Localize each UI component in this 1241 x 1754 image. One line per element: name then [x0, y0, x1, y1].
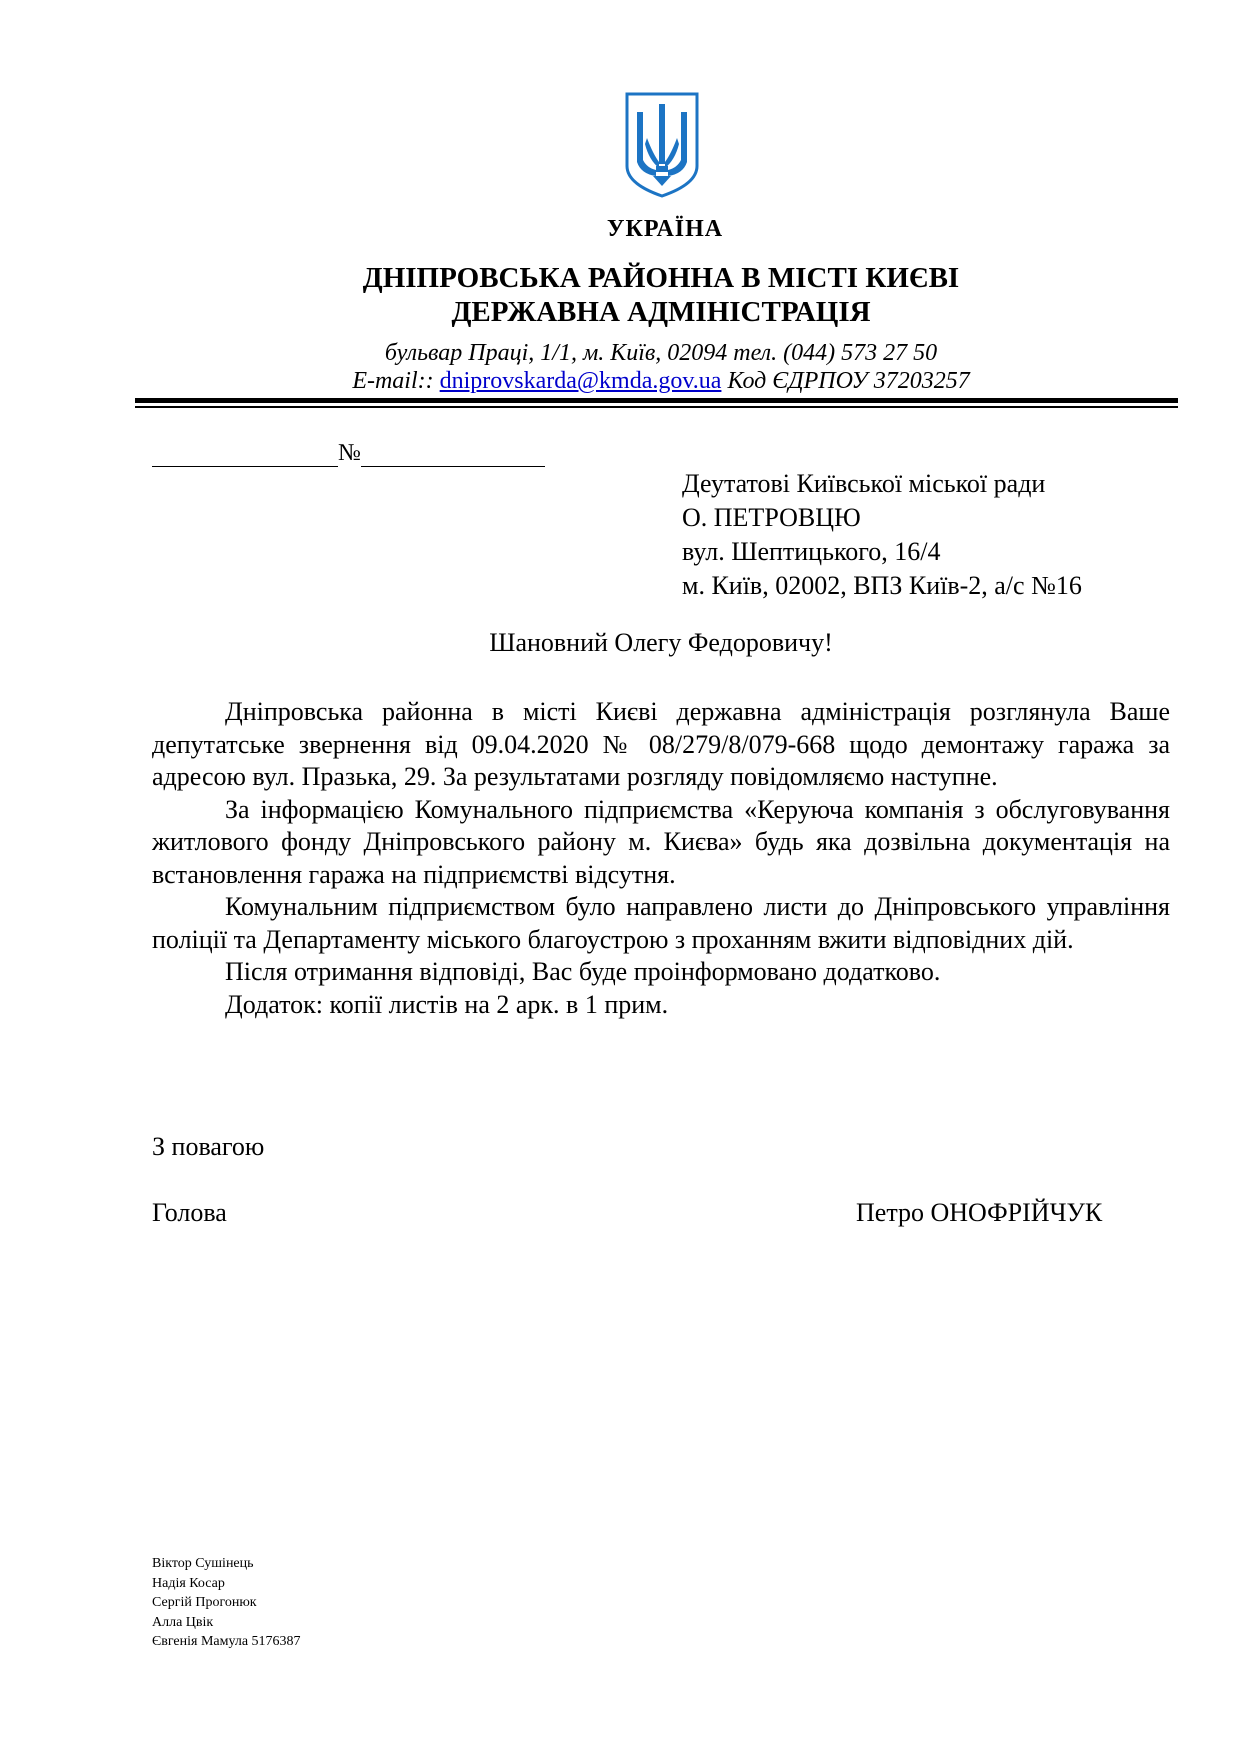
email-label: E-mail::	[352, 368, 434, 394]
number-blank	[361, 444, 545, 467]
date-blank	[152, 444, 338, 467]
body-paragraph: Після отримання відповіді, Вас буде проінформовано додатково.	[225, 957, 941, 986]
letterhead-divider-thin	[135, 406, 1178, 408]
executor-item: Сергій Прогонюк	[152, 1595, 257, 1610]
executors-list	[152, 1554, 301, 1652]
executor-item: Надія Косар	[152, 1575, 225, 1591]
organization-address: бульвар Праці, 1/1, м. Київ, 02094 тел. (044) 573 27 50	[384, 340, 938, 366]
closing-phrase: З повагою	[152, 1132, 265, 1161]
email-link[interactable]: dniprovskarda@kmda.gov.ua	[439, 368, 722, 394]
salutation: Шановний Олегу Федоровичу!	[489, 628, 833, 657]
recipient-name: О. ПЕТРОВЦЮ	[682, 503, 861, 532]
country-name: УКРАЇНА	[606, 216, 724, 242]
body-paragraph: Додаток: копії листів на 2 арк. в 1 прим.	[225, 989, 669, 1019]
executor-item: Алла Цвік	[152, 1614, 214, 1630]
executor-item: Віктор Сушінець	[152, 1556, 254, 1571]
trident-icon	[623, 90, 701, 200]
body-paragraph: За інформацією Комунального підприємства «Керуюча компанія з обслуговування житлового фонду Дніпровського району м. Києва» будь яка дозвільна документація на встановлення гаража на підприємстві відсутня.	[152, 794, 1170, 889]
recipient-street: вул. Шептицького, 16/4	[682, 537, 941, 566]
organization-contacts	[0, 368, 1241, 395]
body-paragraph: Дніпровська районна в місті Києві державна адміністрація розглянула Ваше депутатське звернення від 09.04.2020 № 08/279/8/079-668 щодо демонтажу гаража за адресою вул. Празька, 29. За результатами розгляду повідомляємо наступне.	[152, 697, 1170, 791]
signer-position: Голова	[152, 1198, 227, 1227]
edrpou-code: Код ЄДРПОУ 37203257	[727, 368, 970, 394]
recipient-block	[682, 467, 1082, 603]
signer-name: Петро ОНОФРІЙЧУК	[856, 1198, 1103, 1227]
registration-number-field	[152, 440, 545, 467]
letterhead-divider-thick	[135, 398, 1178, 403]
body-paragraph: Комунальним підприємством було направлено листи до Дніпровського управління поліції та Департаменту міського благоустрою з проханням вжити відповідних дій.	[152, 892, 1170, 954]
recipient-title: Деутатові Київської міської ради	[682, 469, 1046, 498]
organization-name-line2: ДЕРЖАВНА АДМІНІСТРАЦІЯ	[451, 296, 871, 328]
recipient-city: м. Київ, 02002, ВПЗ Київ-2, а/с №16	[682, 571, 1082, 600]
letter-body	[152, 696, 1170, 1021]
number-sign: №	[338, 440, 361, 466]
executor-item: Євгенія Мамула 5176387	[152, 1634, 301, 1649]
organization-name-line1: ДНІПРОВСЬКА РАЙОННА В МІСТІ КИЄВІ	[362, 262, 960, 294]
